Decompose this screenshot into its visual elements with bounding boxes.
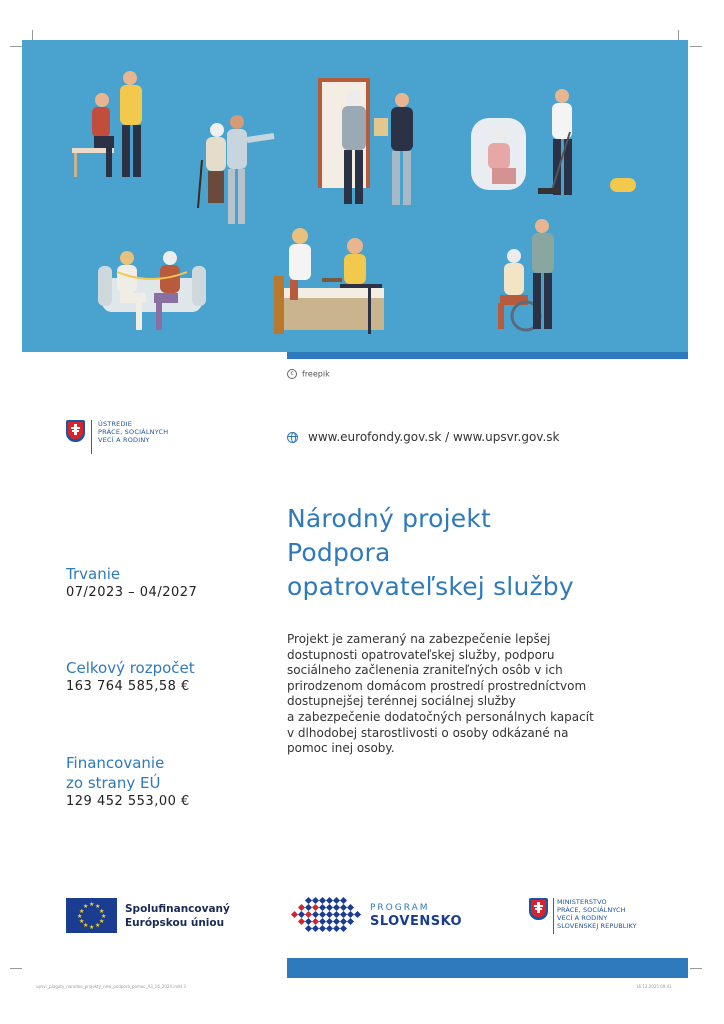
agency-logo [66,420,168,454]
website-text[interactable]: www.eurofondy.gov.sk / www.upsvr.gov.sk [308,430,560,444]
eu-funding-label: Financovanie [66,754,165,772]
pattern-diamond [340,925,347,932]
eu-flag-icon: ★ ★ ★ ★ ★ ★ ★ ★ ★ ★ ★ ★ [66,898,117,933]
program-slovensko-mark-icon [292,898,364,932]
hero-accent-bar [287,352,688,359]
copyright-icon: c [287,369,297,379]
description-line: Projekt je zameraný na zabezpečenie lepšej [287,632,551,646]
description-line: sociálneho začlenenia zraniteľných osôb v ich [287,663,563,678]
logo-divider [91,420,92,454]
logo-divider [553,898,554,934]
program-slovensko-text [370,902,462,929]
budget-value: 163 764 585,58 € [66,679,190,694]
slovak-coat-of-arms-icon [529,898,548,920]
eu-cofunded-line: Európskou úniou [125,916,225,929]
project-title-line: Podpora [287,538,391,567]
scene-door-delivery [318,78,413,205]
ministry-name-line: SLOVENSKEJ REPUBLIKY [557,922,637,930]
print-file-info: upsvr_plagaty_narodne_projekty_new_podpora_pomoc_A3_16_2024.indd 3 [36,984,186,989]
crop-mark [690,968,702,969]
agency-name-line: ÚSTREDIE [98,420,133,428]
duration-label: Trvanie [66,565,121,583]
image-credit-text: freepik [302,369,330,379]
program-name: SLOVENSKO [370,913,463,929]
description-line: prirodzenom domácom prostredí prostredníctvom [287,678,587,693]
eu-cofunded-line: Spolufinancovaný [125,902,230,915]
hero-illustration [22,40,688,352]
eu-funding-value: 129 452 553,00 € [66,794,190,809]
eu-funding-block [66,753,190,811]
duration-block [66,564,197,602]
description-line: a zabezpečenie dodatočných personálnych kapacít [287,709,594,724]
description-line: dostupnejšej terénnej sociálnej služby [287,694,516,709]
project-title-line: Národný projekt [287,504,492,533]
scene-wheelchair [498,219,554,330]
crop-mark [10,46,22,47]
project-title-line: opatrovateľskej služby [287,572,574,601]
ministry-name-line: MINISTERSTVO [557,898,607,906]
scene-cleaning [471,89,636,195]
program-slovensko-logo [292,898,462,932]
description-line: pomoc inej osoby. [287,741,395,756]
slovak-coat-of-arms-icon [66,420,85,442]
duration-value: 07/2023 – 04/2027 [66,585,198,600]
description-line: v dlhodobej starostlivosti o osoby odkázané na [287,725,569,740]
globe-icon [287,432,298,443]
scene-caregiver-seated [72,71,142,177]
eu-cofunded-text [125,902,230,930]
pattern-diamond [354,911,361,918]
ministry-name [557,898,637,930]
program-label: PROGRAM [370,902,430,913]
ministry-name-line: VECÍ A RODINY [557,914,608,922]
ministry-logo [529,898,637,934]
eu-cofunded-logo [66,898,230,933]
eu-funding-label: zo strany EÚ [66,774,161,792]
budget-block [66,658,195,696]
image-credit [287,369,330,379]
agency-name-line: VECÍ A RODINY [98,436,150,444]
project-title [287,502,687,604]
website-links[interactable] [287,430,560,444]
crop-mark [690,46,702,47]
scene-walking-help [198,115,274,224]
scene-sofa-coffee [98,251,206,330]
ministry-name-line: PRÁCE, SOCIÁLNYCH [557,906,626,914]
crop-mark [10,968,22,969]
crop-mark [32,30,33,40]
agency-name [98,420,168,444]
scene-bed-meal [274,228,384,334]
print-timestamp: 16.12.2025 09:41 [636,984,672,989]
budget-label: Celkový rozpočet [66,659,195,677]
bottom-accent-bar [287,958,688,978]
agency-name-line: PRÁCE, SOCIÁLNYCH [98,428,169,436]
pattern-diamond [347,918,354,925]
project-description [287,632,627,757]
description-line: dostupnosti opatrovateľskej služby, podporu [287,647,555,662]
crop-mark [678,30,679,40]
care-scenes-illustration [22,40,688,352]
